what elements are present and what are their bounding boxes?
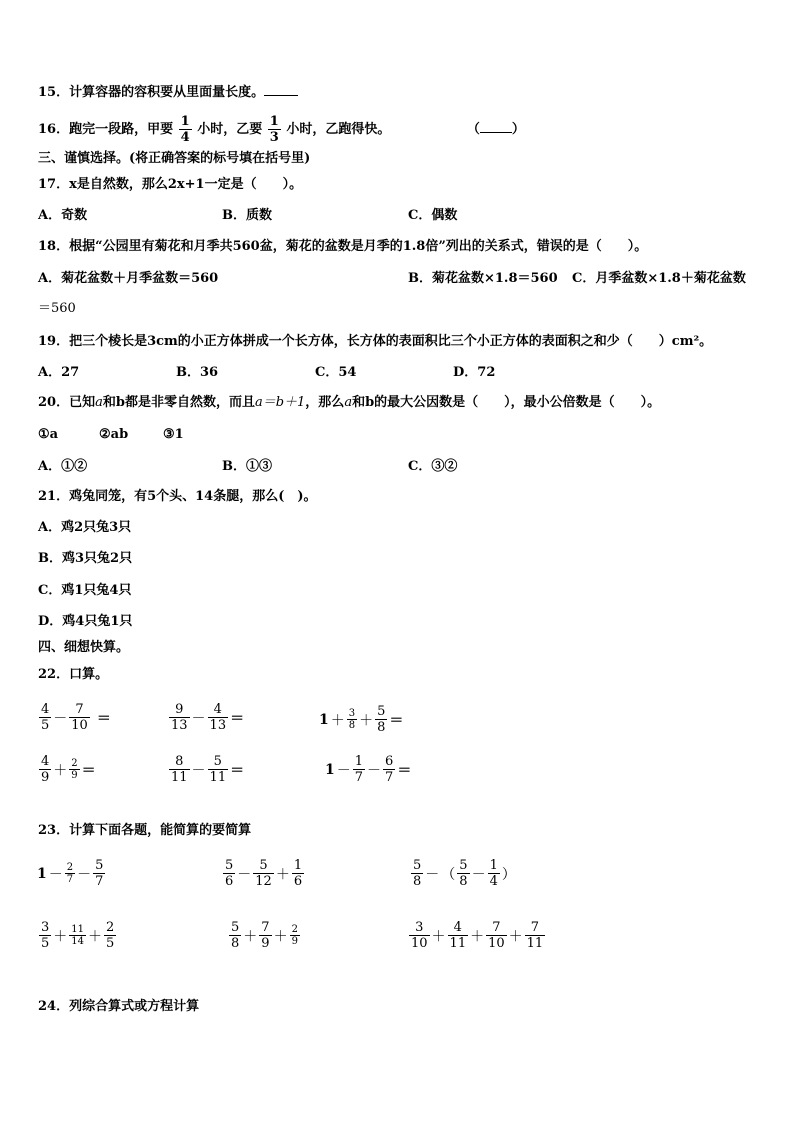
numerator: 5 [253, 858, 274, 874]
math-operator: － [425, 866, 440, 883]
fraction [69, 758, 79, 781]
answer-blank[interactable] [480, 119, 512, 133]
denominator: 10 [71, 718, 88, 733]
denominator: 9 [291, 936, 298, 947]
fraction [253, 858, 274, 889]
choice-1: ①a [38, 427, 59, 442]
fraction [208, 702, 229, 733]
numerator: 3 [409, 920, 430, 936]
fraction [69, 702, 90, 733]
fraction [104, 920, 116, 951]
math-operator: ＝ [397, 762, 412, 779]
numerator: 5 [413, 858, 422, 873]
calc-4 [38, 920, 117, 951]
choice-3: ③1 [163, 427, 184, 442]
option-b[interactable]: B．①③ [222, 459, 272, 474]
math-operator: ＋ [88, 928, 103, 945]
denominator: 13 [209, 718, 227, 733]
calc-3 [410, 858, 517, 889]
numerator: 8 [169, 754, 190, 770]
fraction [223, 858, 235, 889]
numerator: 4 [41, 754, 50, 769]
question-16-prefix: 16．跑完一段路，甲要 [38, 122, 174, 137]
fraction [290, 924, 300, 947]
option-a[interactable]: A．①② [38, 459, 88, 474]
denominator: 8 [459, 874, 468, 889]
calc-5 [228, 920, 301, 951]
numerator: 5 [377, 704, 386, 719]
option-b[interactable]: B．36 [176, 365, 219, 380]
denominator: 12 [255, 874, 272, 889]
denominator: 4 [180, 130, 190, 145]
oral-calc-2 [168, 702, 245, 733]
fraction [411, 858, 423, 889]
math-operator: ＋ [273, 928, 288, 945]
math-operator: ＋ [53, 762, 68, 779]
oral-calc-4 [38, 754, 97, 785]
denominator: 10 [488, 936, 505, 951]
question-22: 22．口算。 [38, 667, 109, 682]
numerator: 4 [448, 920, 469, 936]
section-4-heading: 四、细想快算。 [38, 640, 130, 655]
option-d[interactable]: D．鸡4只兔1只 [38, 614, 133, 629]
numerator: 6 [385, 754, 394, 769]
variable-a: a [95, 395, 103, 410]
oral-calc-6 [324, 754, 412, 785]
fraction [65, 862, 75, 885]
answer-paren [467, 122, 525, 137]
denominator: 13 [171, 718, 188, 733]
numerator: 4 [41, 702, 50, 717]
question-19: 19．把三个棱长是3cm的小正方体拼成一个长方体，长方体的表面积比三个小正方体的表面积之和少（ ）cm²。 [38, 334, 713, 349]
option-a[interactable]: A．27 [38, 365, 80, 380]
math-operator: 1 [325, 761, 335, 778]
question-16 [38, 114, 525, 146]
denominator: 8 [231, 936, 240, 951]
fraction [39, 920, 51, 951]
math-operator: ＝ [81, 762, 96, 779]
math-operator: ＝ [230, 710, 245, 727]
question-24: 24．列综合算式或方程计算 [38, 999, 200, 1014]
option-a[interactable]: A．菊花盆数＋月季盆数＝560 [38, 271, 219, 286]
option-c-continuation: ＝560 [38, 301, 76, 316]
denominator: 6 [225, 874, 234, 889]
math-operator: ＋ [53, 928, 68, 945]
numerator: 2 [106, 920, 115, 935]
math-operator: ） [501, 866, 516, 883]
numerator: 7 [69, 702, 90, 718]
question-20-part: ，那么 [305, 395, 345, 410]
numerator: 5 [459, 858, 468, 873]
denominator: 11 [526, 936, 544, 951]
numerator: 2 [66, 862, 74, 873]
fraction [448, 920, 469, 951]
question-20 [38, 394, 660, 412]
numerator: 5 [225, 858, 234, 873]
denominator: 8 [413, 874, 422, 889]
option-b[interactable]: B．鸡3只兔2只 [38, 551, 133, 566]
math-operator: ＝ [230, 762, 245, 779]
math-operator: 1 [319, 711, 329, 728]
denominator: 5 [41, 936, 50, 951]
option-b[interactable]: B．菊花盆数×1.8＝560 [408, 271, 558, 286]
fraction [69, 924, 86, 947]
fraction [179, 114, 192, 145]
numerator: 3 [348, 708, 356, 719]
math-operator: － [53, 710, 68, 727]
fraction [457, 858, 469, 889]
denominator: 9 [71, 770, 78, 781]
option-b[interactable]: B．质数 [222, 208, 272, 223]
fraction [268, 114, 281, 145]
option-d[interactable]: D．72 [453, 365, 496, 380]
question-15-text: 15．计算容器的容积要从里面量长度。 [38, 85, 265, 100]
math-operator: － [471, 866, 486, 883]
denominator: 7 [354, 770, 364, 785]
question-18: 18．根据“公园里有菊花和月季共560盆，菊花的盆数是月季的1.8倍”列出的关系式，错误的是（ ）。 [38, 239, 648, 254]
numerator: 5 [208, 754, 229, 770]
question-20-part: 20．已知 [38, 395, 96, 410]
question-16-suffix: 小时，乙跑得快。 [286, 122, 391, 137]
section-3-heading: 三、谨慎选择。(将正确答案的标号填在括号里) [38, 151, 311, 166]
numerator: 4 [208, 702, 229, 718]
numerator: 7 [261, 920, 270, 935]
denominator: 7 [95, 874, 104, 889]
question-17: 17．x是自然数，那么2x+1一定是（ ）。 [38, 177, 303, 192]
denominator: 11 [209, 770, 227, 785]
oral-calc-5 [168, 754, 245, 785]
fraction [39, 702, 51, 733]
fraction [488, 858, 500, 889]
denominator: 8 [377, 720, 386, 735]
option-a[interactable]: A．鸡2只兔3只 [38, 520, 132, 535]
fraction [39, 754, 51, 785]
numerator: 11 [71, 924, 85, 935]
calc-2 [222, 858, 305, 889]
numerator: 9 [169, 702, 190, 718]
option-c[interactable]: C．偶数 [408, 208, 458, 223]
numerator: 3 [41, 920, 50, 935]
question-15 [38, 82, 298, 102]
oral-calc-1 [38, 702, 112, 733]
question-23: 23．计算下面各题，能简算的要简算 [38, 823, 252, 838]
numerator: 7 [486, 920, 507, 936]
denominator: 10 [411, 936, 428, 951]
oral-calc-3 [318, 704, 404, 735]
math-operator: － [77, 866, 92, 883]
denominator: 14 [71, 936, 85, 947]
numerator: 1 [354, 754, 364, 769]
option-c[interactable]: C．鸡1只兔4只 [38, 583, 132, 598]
paren-open: （ [466, 122, 480, 137]
fraction [383, 754, 395, 785]
fraction [409, 920, 430, 951]
calc-1 [36, 858, 106, 889]
math-operator: ＋ [470, 928, 485, 945]
math-operator: ＋ [275, 866, 290, 883]
paren-close: ） [511, 122, 525, 137]
math-operator: ＋ [431, 928, 446, 945]
fraction [525, 920, 546, 951]
fraction [259, 920, 271, 951]
fraction [353, 754, 365, 785]
fraction [208, 754, 229, 785]
denominator: 5 [106, 936, 115, 951]
numerator: 7 [525, 920, 546, 936]
denominator: 11 [171, 770, 188, 785]
fraction [169, 702, 190, 733]
equation: a＝b＋1 [254, 395, 306, 410]
fraction [229, 920, 241, 951]
numerator: 2 [71, 758, 78, 769]
math-operator: － [367, 762, 382, 779]
denominator: 3 [269, 130, 279, 145]
denominator: 7 [385, 770, 394, 785]
numerator: 2 [291, 924, 298, 935]
math-operator: － [336, 762, 351, 779]
math-operator: － [191, 710, 206, 727]
choice-2: ②ab [99, 427, 129, 442]
math-operator: 1 [37, 865, 47, 882]
numerator: 5 [95, 858, 104, 873]
math-operator: ＋ [330, 712, 345, 729]
math-operator: ＝ [96, 710, 111, 727]
math-operator: （ [441, 866, 456, 883]
question-20-part: 和b都是非零自然数，而且 [102, 395, 255, 410]
numerator: 1 [489, 858, 498, 873]
math-operator: ＋ [359, 712, 374, 729]
math-operator: － [237, 866, 252, 883]
option-c[interactable]: C．③② [408, 459, 458, 474]
denominator: 9 [41, 770, 50, 785]
option-a[interactable]: A．奇数 [38, 208, 88, 223]
denominator: 8 [348, 720, 356, 731]
denominator: 9 [261, 936, 270, 951]
numerator: 1 [180, 114, 190, 129]
denominator: 7 [66, 874, 74, 885]
fraction [375, 704, 387, 735]
calc-6 [408, 920, 546, 951]
math-operator: ＋ [508, 928, 523, 945]
question-16-middle: 小时，乙要 [197, 122, 263, 137]
math-operator: － [191, 762, 206, 779]
fraction [93, 858, 105, 889]
fraction [169, 754, 190, 785]
fraction [486, 920, 507, 951]
numerator: 5 [231, 920, 240, 935]
fraction [292, 858, 304, 889]
math-operator: ＋ [243, 928, 258, 945]
math-operator: － [48, 866, 63, 883]
option-c[interactable]: C．月季盆数×1.8＋菊花盆数 [572, 271, 746, 286]
option-c[interactable]: C．54 [315, 365, 357, 380]
question-21: 21．鸡兔同笼，有5个头、14条腿，那么( )。 [38, 489, 317, 504]
question-20-part: 和b的最大公因数是（ ），最小公倍数是（ ）。 [352, 395, 661, 410]
numerator: 1 [293, 858, 303, 873]
variable-a: a [344, 395, 353, 410]
answer-blank[interactable] [264, 82, 298, 96]
fraction [347, 708, 357, 731]
denominator: 5 [41, 718, 50, 733]
denominator: 11 [449, 936, 467, 951]
numerator: 1 [269, 114, 279, 129]
denominator: 6 [293, 874, 303, 889]
denominator: 4 [489, 874, 498, 889]
math-operator: ＝ [389, 712, 404, 729]
